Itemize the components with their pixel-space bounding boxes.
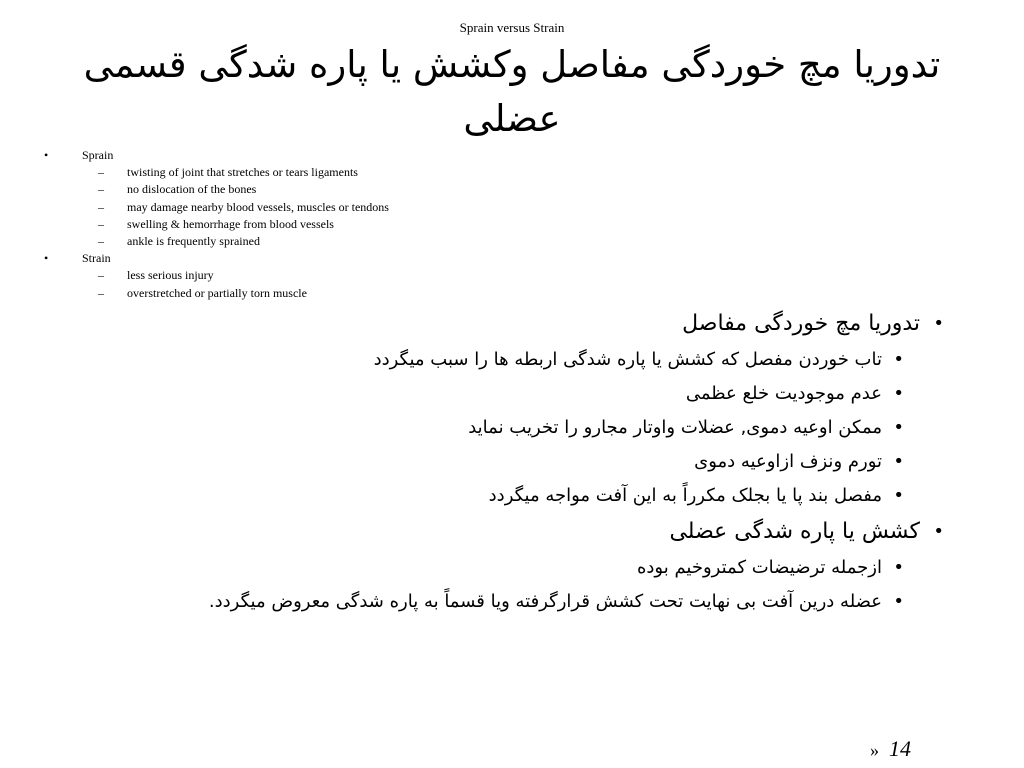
bullet-marker: • (44, 148, 49, 162)
list-item-text: عضله درین آفت بی نهایت تحت کشش قرارگرفته ویا قسماً به پاره شدگی معروض میگردد. (208, 591, 882, 612)
bullet-marker: • (893, 349, 904, 370)
bullet-marker: • (44, 251, 49, 266)
list-item-text: may damage nearby blood vessels, muscles or tendons (127, 199, 389, 214)
list-item-text: Strain (82, 251, 111, 266)
english-outline (0, 147, 600, 302)
list-item-text: تدوریا مچ خوردگی مفاصل (682, 311, 920, 336)
list-item (44, 343, 944, 377)
list-item-text: مفصل بند پا یا بجلک مکرراً به این آفت مواجه میگردد (488, 485, 882, 506)
next-arrow-icon[interactable]: » (870, 740, 879, 760)
dash-marker: – (98, 182, 104, 197)
bullet-marker: • (893, 485, 904, 506)
list-item (0, 250, 600, 267)
page-number-value: 14 (889, 736, 911, 761)
list-item (0, 181, 600, 198)
dash-marker: – (98, 165, 104, 180)
slide-subtitle: Sprain versus Strain (459, 20, 565, 35)
bullet-marker: • (893, 451, 904, 472)
slide-title: تدوریا مچ خوردگی مفاصل وکشش یا پاره شدگی قسمی عضلی (83, 43, 941, 140)
bullet-marker: • (893, 417, 904, 438)
list-item (44, 377, 944, 411)
list-item-text: overstretched or partially torn muscle (127, 285, 307, 300)
list-item-text: تورم ونزف ازاوعیه دموی (694, 451, 882, 472)
list-item-text: twisting of joint that stretches or tears ligaments (127, 165, 358, 180)
dash-marker: – (98, 199, 104, 214)
list-item (0, 233, 600, 250)
list-item (0, 285, 600, 302)
bullet-marker: • (893, 557, 904, 578)
list-item-text: ازجمله ترضیضات کمتروخیم بوده (636, 557, 882, 578)
list-item-text: کشش یا پاره شدگی عضلی (669, 519, 920, 544)
list-item (0, 216, 600, 233)
bullet-marker: • (933, 521, 944, 542)
list-item (0, 164, 600, 181)
page-number (870, 734, 911, 765)
list-item (44, 479, 944, 513)
list-item-text: less serious injury (127, 268, 214, 283)
list-item-text: ankle is frequently sprained (127, 233, 260, 248)
persian-outline (44, 305, 944, 619)
list-item-text: تاب خوردن مفصل که کشش یا پاره شدگی اربطه ها را سبب میگردد (373, 349, 882, 370)
list-item-text: ممکن اوعیه دموی, عضلات واوتار مجارو را تخریب نماید (468, 417, 882, 438)
bullet-marker: • (893, 591, 904, 612)
bullet-marker: • (933, 313, 944, 334)
dash-marker: – (98, 216, 104, 231)
list-item (0, 147, 600, 164)
list-item (44, 305, 944, 343)
dash-marker: – (98, 233, 104, 248)
list-item (44, 585, 944, 619)
bullet-marker: • (893, 383, 904, 404)
list-item-text: عدم موجودیت خلع عظمی (685, 383, 882, 404)
list-item-text: swelling & hemorrhage from blood vessels (127, 216, 334, 231)
list-item (44, 411, 944, 445)
dash-marker: – (98, 268, 104, 283)
list-item-text: no dislocation of the bones (127, 182, 257, 197)
list-item (44, 551, 944, 585)
list-item (44, 513, 944, 551)
list-item (0, 199, 600, 216)
list-item (0, 267, 600, 284)
list-item-text: Sprain (82, 148, 114, 162)
list-item (44, 445, 944, 479)
dash-marker: – (98, 285, 104, 300)
